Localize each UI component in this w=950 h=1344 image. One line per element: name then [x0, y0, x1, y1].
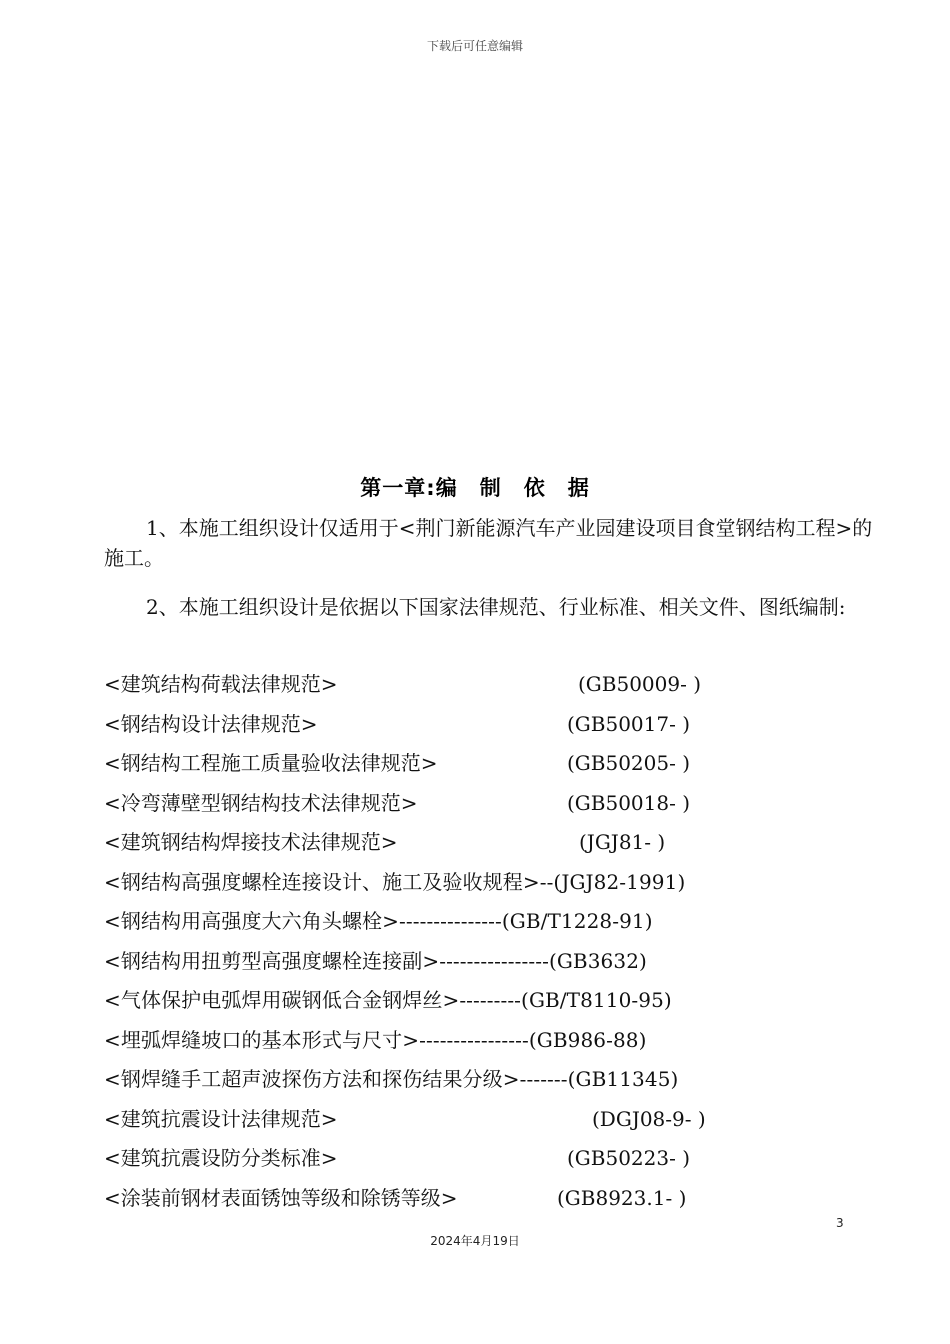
paragraph-scope: [104, 513, 874, 573]
reference-item: [104, 1022, 884, 1062]
reference-item: [104, 824, 884, 864]
page-number: 3: [836, 1216, 844, 1230]
reference-item: [104, 1180, 884, 1220]
reference-code: (GB50205- ): [567, 751, 691, 775]
reference-line: <钢结构用高强度大六角头螺栓>---------------(GB/T1228-91): [104, 909, 653, 933]
reference-title: <冷弯薄壁型钢结构技术法律规范>: [104, 790, 418, 815]
page-header: 下载后可任意编辑: [426, 39, 523, 53]
reference-item: [104, 1101, 884, 1141]
footer-date: 2024年4月19日: [430, 1234, 520, 1248]
reference-line: <气体保护电弧焊用碳钢低合金钢焊丝>---------(GB/T8110-95): [104, 988, 672, 1012]
paragraph-basis: [104, 592, 874, 622]
reference-code: (DGJ08-9- ): [592, 1106, 706, 1131]
reference-item: [104, 982, 884, 1022]
reference-item: [104, 785, 884, 825]
reference-code: (GB50223- ): [567, 1146, 691, 1170]
reference-code: (GB50018- ): [567, 790, 691, 815]
reference-title: <建筑抗震设计法律规范>: [104, 1106, 338, 1131]
reference-line: <钢结构高强度螺栓连接设计、施工及验收规程>--(JGJ82-1991): [104, 869, 686, 894]
reference-code: (GB50017- ): [567, 711, 691, 736]
reference-title: <建筑结构荷载法律规范>: [104, 672, 338, 696]
paragraph-basis-text: 2、本施工组织设计是依据以下国家法律规范、行业标准、相关文件、图纸编制:: [146, 595, 846, 619]
reference-code: (GB50009- ): [578, 672, 702, 696]
reference-item: [104, 745, 884, 785]
reference-line: <埋弧焊缝坡口的基本形式与尺寸>----------------(GB986-88): [104, 1027, 647, 1052]
reference-item: [104, 943, 884, 983]
reference-item: [104, 706, 884, 746]
reference-line: <钢焊缝手工超声波探伤方法和探伤结果分级>-------(GB11345): [104, 1067, 679, 1091]
reference-title: <建筑钢结构焊接技术法律规范>: [104, 830, 398, 854]
reference-item: [104, 903, 884, 943]
paragraph-scope-text: 1、本施工组织设计仅适用于<荆门新能源汽车产业园建设项目食堂钢结构工程>的施工。: [104, 516, 873, 570]
reference-code: (GB8923.1- ): [557, 1185, 687, 1210]
reference-list: [104, 666, 884, 1219]
reference-item: [104, 864, 884, 904]
reference-item: [104, 666, 884, 706]
reference-code: (JGJ81- ): [579, 830, 666, 854]
reference-title: <涂装前钢材表面锈蚀等级和除锈等级>: [104, 1185, 458, 1210]
chapter-title: 第一章:编 制 依 据: [360, 476, 590, 500]
reference-item: [104, 1140, 884, 1180]
reference-item: [104, 1061, 884, 1101]
reference-title: <钢结构工程施工质量验收法律规范>: [104, 751, 438, 775]
reference-line: <钢结构用扭剪型高强度螺栓连接副>----------------(GB3632): [104, 948, 647, 973]
reference-title: <钢结构设计法律规范>: [104, 711, 318, 736]
reference-title: <建筑抗震设防分类标准>: [104, 1146, 338, 1170]
